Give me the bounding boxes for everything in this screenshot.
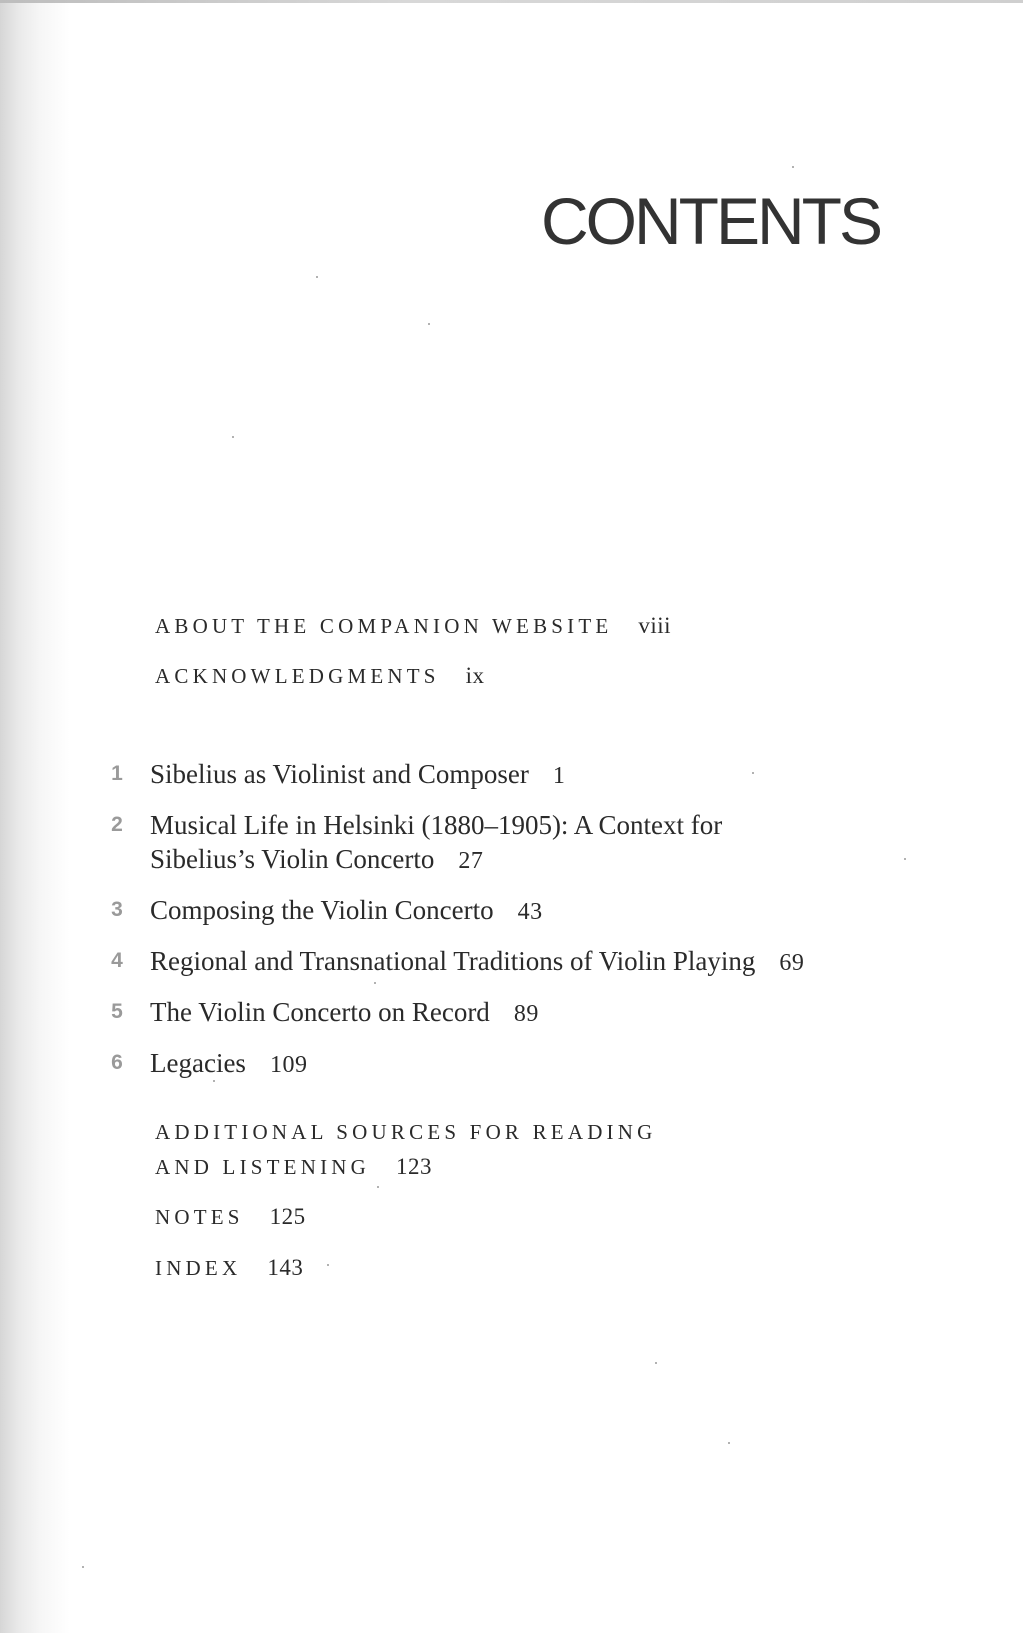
toc-entry-label: INDEX (155, 1256, 242, 1280)
chapter-number: 4 (111, 949, 123, 972)
scan-speck (428, 323, 430, 325)
toc-entry-label: NOTES (155, 1205, 244, 1229)
toc-entry-label: AND LISTENING (155, 1154, 370, 1179)
chapter-number: 6 (111, 1051, 123, 1074)
chapter-page: 69 (779, 950, 805, 976)
toc-entry-page: 125 (269, 1204, 306, 1229)
chapter-title (150, 757, 565, 793)
chapter-page: 43 (517, 899, 543, 925)
toc-entry-companion-website[interactable] (155, 608, 671, 644)
page-title: CONTENTS (541, 184, 880, 258)
toc-entry-acknowledgments[interactable] (155, 658, 485, 694)
toc-entry-additional-sources[interactable] (155, 1116, 656, 1184)
chapter-title-line: The Violin Concerto on Record (150, 997, 490, 1027)
scan-speck (213, 1080, 215, 1082)
chapter-title-line: Sibelius as Violinist and Composer (150, 759, 529, 789)
chapter-title (150, 995, 539, 1031)
scan-speck (655, 1362, 657, 1364)
scan-speck (377, 1186, 379, 1188)
chapter-title (150, 893, 543, 929)
chapter-title-line: Composing the Violin Concerto (150, 895, 494, 925)
chapter-page: 1 (552, 763, 566, 789)
scan-speck (792, 166, 794, 168)
chapter-page: 109 (269, 1052, 308, 1078)
scan-top-edge (0, 0, 1023, 3)
scan-speck (316, 276, 318, 278)
scan-speck (904, 858, 906, 860)
chapter-title (150, 944, 804, 980)
scan-speck (728, 1442, 730, 1444)
chapter-number: 2 (111, 813, 123, 836)
chapter-number: 1 (111, 762, 123, 785)
scan-speck (327, 1264, 329, 1266)
chapter-title-line: Regional and Transnational Traditions of Violin Playing (150, 946, 756, 976)
toc-entry-notes[interactable] (155, 1199, 306, 1235)
chapter-title (150, 808, 722, 878)
chapter-title-line: Sibelius’s Violin Concerto (150, 844, 435, 874)
toc-entry-label: ACKNOWLEDGMENTS (155, 664, 440, 688)
chapter-number: 5 (111, 1000, 123, 1023)
scan-speck (374, 982, 376, 984)
scan-edge-shadow (0, 0, 70, 1633)
chapter-title-line: Musical Life in Helsinki (1880–1905): A Context for (150, 810, 723, 840)
toc-entry-page: viii (638, 613, 672, 638)
toc-entry-page: 123 (396, 1153, 432, 1179)
chapter-page: 27 (458, 848, 484, 874)
chapter-number: 3 (111, 898, 123, 921)
toc-entry-index[interactable] (155, 1250, 303, 1286)
chapter-page: 89 (513, 1001, 539, 1027)
chapter-title (150, 1046, 307, 1082)
toc-entry-label: ABOUT THE COMPANION WEBSITE (155, 614, 613, 638)
scan-speck (232, 436, 234, 438)
scan-speck (752, 772, 754, 774)
scan-speck (82, 1566, 84, 1568)
chapter-title-line: Legacies (150, 1048, 246, 1078)
toc-entry-page: 143 (267, 1255, 304, 1280)
toc-entry-page: ix (465, 663, 485, 688)
toc-entry-label: ADDITIONAL SOURCES FOR READING (155, 1120, 657, 1144)
